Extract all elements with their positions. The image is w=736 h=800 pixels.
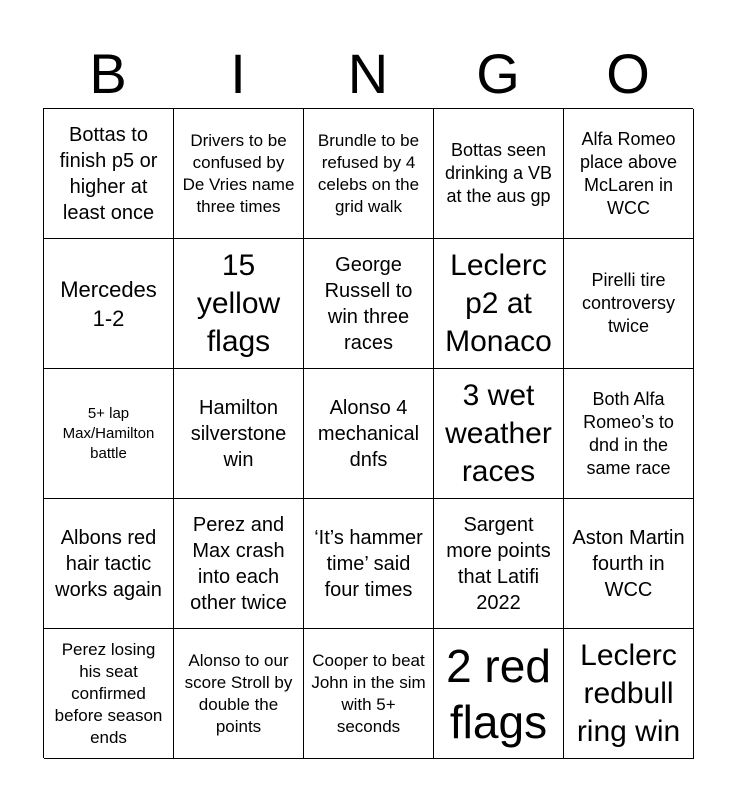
header-letter-b: B [89, 42, 127, 105]
bingo-cell-r5-c4[interactable] [434, 629, 564, 759]
cell-text: 5+ lap Max/Hamilton battle [62, 404, 155, 462]
cell-text: 2 red flags [446, 639, 551, 748]
cell-text: Hamilton silverstone win [190, 396, 287, 471]
bingo-cell-r1-c5[interactable] [564, 109, 694, 239]
bingo-cell-r2-c3[interactable] [304, 239, 434, 369]
cell-text: Both Alfa Romeo’s to dnd in the same race [583, 388, 674, 478]
bingo-cell-r2-c1[interactable] [44, 239, 174, 369]
cell-text: Alfa Romeo place above McLaren in WCC [579, 128, 678, 218]
bingo-cell-r1-c3[interactable] [304, 109, 434, 239]
bingo-cell-r2-c5[interactable] [564, 239, 694, 369]
cell-text: Alonso to our score Stroll by double the points [184, 650, 293, 736]
bingo-cell-r2-c2[interactable] [174, 239, 304, 369]
bingo-cell-r1-c4[interactable] [434, 109, 564, 239]
cell-text: George Russell to win three races [324, 253, 413, 354]
bingo-cell-r3-c4[interactable] [434, 369, 564, 499]
header-letter-n: N [347, 42, 389, 105]
cell-text: 15 yellow flags [196, 248, 281, 358]
bingo-cell-r3-c2[interactable] [174, 369, 304, 499]
bingo-cell-r5-c5[interactable] [564, 629, 694, 759]
cell-text: Albons red hair tactic works again [55, 526, 162, 601]
bingo-cell-r5-c3[interactable] [304, 629, 434, 759]
header-letter-o: O [606, 42, 650, 105]
bingo-cell-r4-c2[interactable] [174, 499, 304, 629]
cell-text: Cooper to beat John in the sim with 5+ seconds [311, 650, 426, 736]
cell-text: Perez and Max crash into each other twice [190, 513, 287, 614]
bingo-cell-r1-c2[interactable] [174, 109, 304, 239]
header-letter-g: G [476, 42, 520, 105]
cell-text: Bottas to finish p5 or higher at least once [59, 123, 158, 224]
bingo-board [43, 108, 693, 758]
bingo-cell-r4-c1[interactable] [44, 499, 174, 629]
bingo-header [43, 40, 693, 108]
cell-text: Pirelli tire controversy twice [581, 270, 676, 336]
bingo-cell-r4-c4[interactable] [434, 499, 564, 629]
cell-text: 3 wet weather races [445, 378, 552, 488]
bingo-cell-r1-c1[interactable] [44, 109, 174, 239]
bingo-cell-r2-c4[interactable] [434, 239, 564, 369]
cell-text: Alonso 4 mechanical dnfs [317, 396, 420, 471]
cell-text: Mercedes 1-2 [60, 276, 157, 331]
bingo-cell-r5-c1[interactable] [44, 629, 174, 759]
cell-text: Aston Martin fourth in WCC [572, 526, 685, 601]
bingo-cell-r5-c2[interactable] [174, 629, 304, 759]
bingo-cell-r4-c3[interactable] [304, 499, 434, 629]
header-letter-i: I [230, 42, 246, 105]
cell-text: Sargent more points that Latifi 2022 [446, 513, 551, 614]
cell-text: Bottas seen drinking a VB at the aus gp [444, 140, 553, 206]
cell-text: Perez losing his seat confirmed before season ends [54, 639, 163, 747]
cell-text: Leclerc p2 at Monaco [445, 248, 552, 358]
bingo-cell-r3-c5[interactable] [564, 369, 694, 499]
cell-text: ‘It’s hammer time’ said four times [314, 526, 423, 601]
bingo-cell-r4-c5[interactable] [564, 499, 694, 629]
cell-text: Brundle to be refused by 4 celebs on the grid walk [317, 130, 420, 216]
bingo-cell-r3-c1[interactable] [44, 369, 174, 499]
bingo-cell-r3-c3[interactable] [304, 369, 434, 499]
cell-text: Drivers to be confused by De Vries name three times [182, 130, 295, 216]
cell-text: Leclerc redbull ring win [576, 638, 681, 748]
